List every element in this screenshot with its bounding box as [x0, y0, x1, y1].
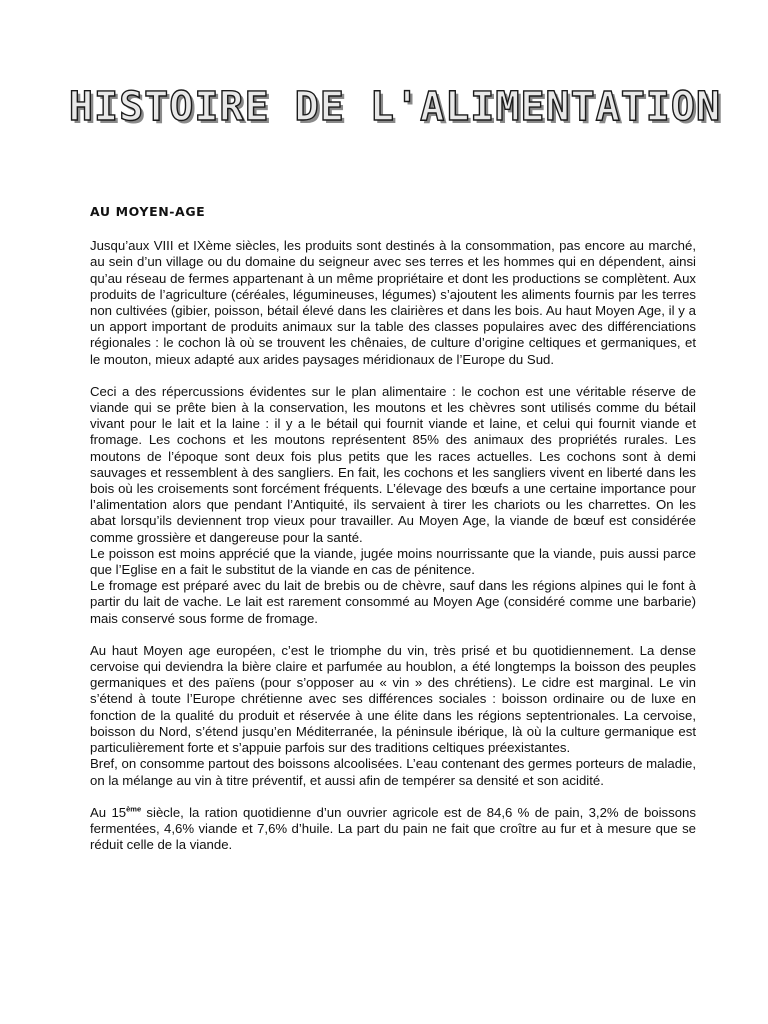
ration-rest: siècle, la ration quotidienne d’un ouvrier agricole est de 84,6 % de pain, 3,2% de boissons fermentées, 4,6% viande et 7,6% d’huile. La part du pain ne fait que croître au fur et à mesure que se réduit celle de la viande. — [90, 804, 696, 853]
document-title: HISTOIRE DE L'ALIMENTATION — [68, 84, 722, 130]
ration-superscript: ème — [126, 804, 142, 814]
paragraph-alcohol: Bref, on consomme partout des boissons alcoolisées. L’eau contenant des germes porteurs de maladie, on la mélange au vin à titre préventif, et aussi afin de tempérer sa densité et son acidité. — [90, 756, 696, 788]
paragraph-origins: Jusqu’aux VIII et IXème siècles, les produits sont destinés à la consommation, pas encore au marché, au sein d’un village ou du domaine du seigneur avec ses terres et les hommes qui en dépendent, ainsi qu’au réseau de fermes appartenant à un même propriétaire et dont les productions se complètent. Aux produits de l’agriculture (céréales, légumineuses, légumes) s’ajoutent les aliments fournis par les terres non cultivées (gibier, poisson, bétail élevé dans les clairières et dans les bois. Au haut Moyen Age, il y a un apport important de produits animaux sur la table des classes populaires avec des différenciations régionales : le cochon là où se trouvent les chênaies, de culture d’origine celtiques et germaniques, et le mouton, mieux adapté aux arides paysages méridionaux de l’Europe du Sud. — [90, 238, 696, 367]
document-body — [90, 204, 696, 869]
ration-lead: Au 15 — [90, 804, 127, 820]
paragraph-livestock: Ceci a des répercussions évidentes sur le plan alimentaire : le cochon est une véritable réserve de viande qui se prête bien à la conservation, les moutons et les chèvres sont utilisés comme du bétail vivant pour le lait et la laine : il y a le bétail qui fournit viande et laine, et celui qui fournit viande et fromage. Les cochons et les moutons représentent 85% des animaux des propriétés rurales. Les moutons de l’époque sont deux fois plus petits que les races actuelles. Les cochons sont à demi sauvages et ressemblent à des sangliers. En fait, les cochons et les sangliers vivent en liberté dans les bois où les croisements sont forcément fréquents. L’élevage des bœufs a une certaine importance pour l’alimentation alors que pendant l’Antiquité, ils servaient à tirer les chariots ou les charrettes. On les abat lorsqu’ils deviennent trop vieux pour travailler. Au Moyen Age, la viande de bœuf est considérée comme grossière et dangereuse pour la santé. — [90, 383, 696, 545]
section-heading: AU MOYEN-AGE — [90, 204, 206, 219]
paragraph-cheese: Le fromage est préparé avec du lait de brebis ou de chèvre, sauf dans les régions alpines qui le font à partir du lait de vache. Le lait est rarement consommé au Moyen Age (considéré comme une barbarie) mais conservé sous forme de fromage. — [90, 578, 696, 626]
paragraph-drinks: Au haut Moyen age européen, c’est le triomphe du vin, très prisé et bu quotidiennement. La dense cervoise qui deviendra la bière claire et parfumée au houblon, a été longtemps la boisson des peuples germaniques et des païens (pour s’opposer au « vin » des chrétiens). Le cidre est marginal. Le vin s’étend à toute l’Europe chrétienne avec ses différences sociales : boisson ordinaire ou de luxe en fonction de la qualité du produit et réservée à une élite dans les régions septentrionales. La cervoise, boisson du Nord, s’étend jusqu’en Méditerranée, la péninsule ibérique, là où la culture germanique est particulièrement forte et s’appuie parfois sur des traditions celtiques préexistantes. — [90, 642, 696, 756]
paragraph-ration — [90, 805, 696, 854]
paragraph-fish: Le poisson est moins apprécié que la viande, jugée moins nourrissante que la viande, puis aussi parce que l’Eglise en a fait le substitut de la viande en cas de pénitence. — [90, 545, 696, 578]
